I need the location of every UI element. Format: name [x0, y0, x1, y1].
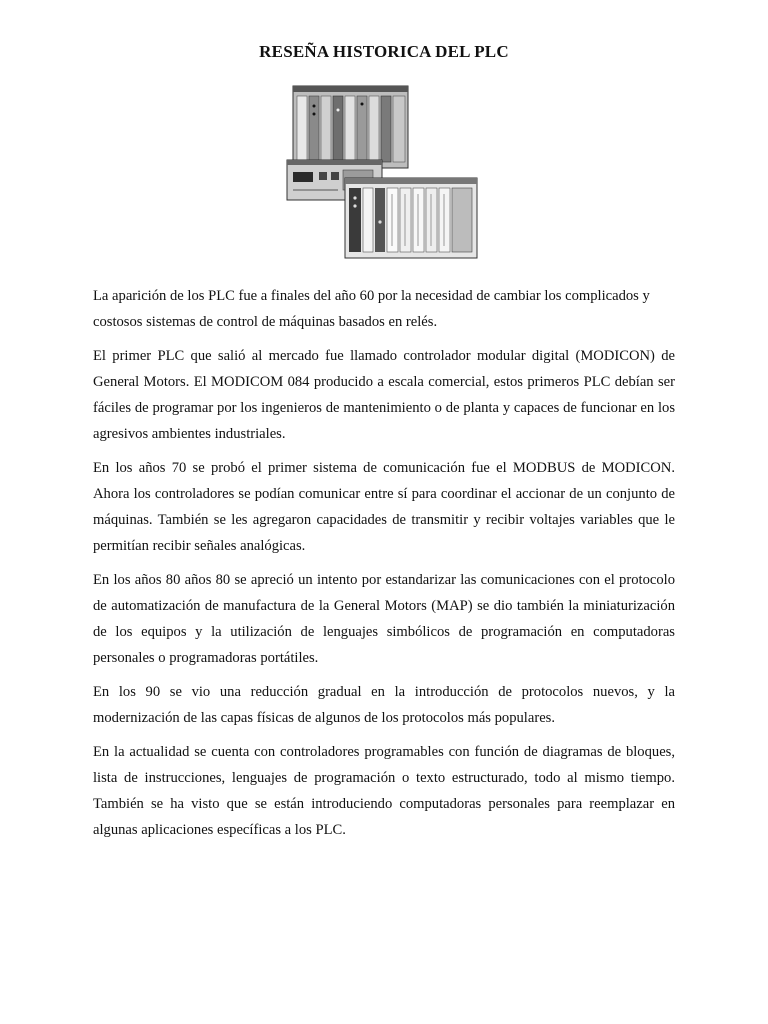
paragraph: El primer PLC que salió al mercado fue llamado controlador modular digital (MODICON) de General Motors. El MODICOM 084 producido a escala comercial, estos primeros PLC debían ser fáciles de programar por los ingenieros de mantenimiento o de planta y capaces de funcionar en los agresivos ambientes industriales. [93, 348, 675, 442]
plc-equipment-photo [283, 82, 483, 262]
paragraph: En los 90 se vio una reducción gradual en la introducción de protocolos nuevos, y la modernización de las capas físicas de algunos de los protocolos más populares. [93, 684, 675, 726]
paragraph: En la actualidad se cuenta con controladores programables con función de diagramas de bloques, lista de instrucciones, lenguajes de programación o texto estructurado, todo al mismo tiempo. También se ha visto que se están introduciendo computadoras personales para reemplazar en algunas aplicaciones específicas a los PLC. [93, 744, 675, 838]
document-title: RESEÑA HISTORICA DEL PLC [259, 42, 509, 61]
paragraph: En los años 70 se probó el primer sistema de comunicación fue el MODBUS de MODICON. Ahora los controladores se podían comunicar entre sí para coordinar el accionar de un conjunto de máquinas. También se les agregaron capacidades de transmitir y recibir voltajes variables que le permitían recibir señales analógicas. [93, 460, 675, 554]
plc-rack-right [345, 178, 477, 258]
paragraph: En los años 80 años 80 se apreció un intento por estandarizar las comunicaciones con el protocolo de automatización de manufactura de la General Motors (MAP) se dio también la miniaturización de los equipos y la utilización de lenguajes simbólicos de programación en computadoras personales o programadoras portátiles. [93, 572, 675, 666]
paragraph: La aparición de los PLC fue a finales del año 60 por la necesidad de cambiar los complicados y costosos sistemas de control de máquinas basados en relés. [93, 288, 650, 330]
plc-rack-upper [293, 86, 408, 168]
body-text [93, 283, 675, 851]
